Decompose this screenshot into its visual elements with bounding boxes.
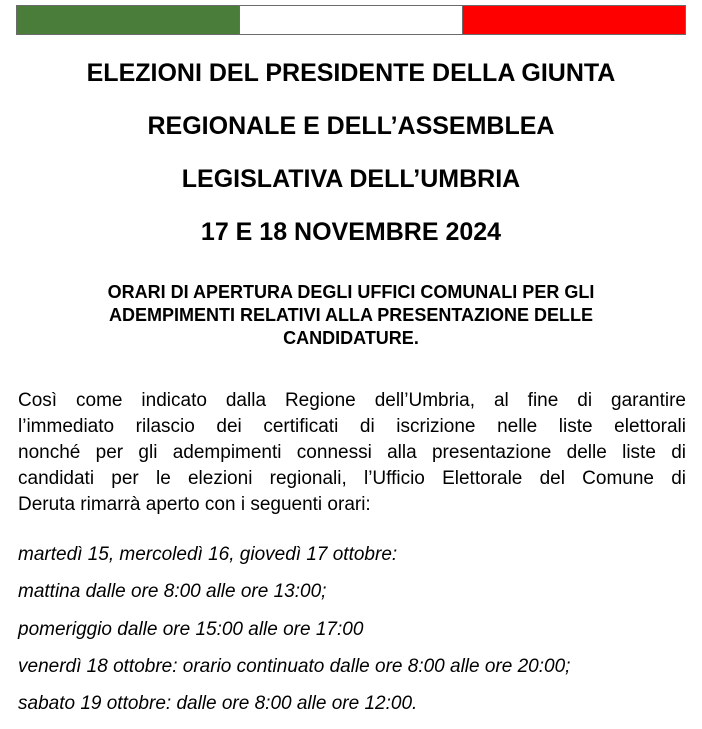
flag-stripe-red (462, 6, 685, 34)
title-line-3: LEGISLATIVA DELL’UMBRIA (181, 165, 521, 193)
schedule-morning: mattina dalle ore 8:00 alle ore 13:00; (18, 581, 327, 602)
paragraph-line-1: Così come indicato dalla Regione dell’Umbria, al fine di garantire (18, 390, 686, 411)
flag-stripe-green (17, 6, 239, 34)
title-line-2: REGIONALE E DELL’ASSEMBLEA (147, 112, 555, 140)
italian-flag-banner (16, 5, 686, 35)
schedule-afternoon: pomeriggio dalle ore 15:00 alle ore 17:00 (18, 619, 364, 640)
paragraph-line-5: Deruta rimarrà aperto con i seguenti orari: (18, 494, 371, 515)
subtitle-line-2: ADEMPIMENTI RELATIVI ALLA PRESENTAZIONE DELLE (108, 305, 593, 325)
intro-paragraph (18, 388, 686, 518)
subtitle-line-3: CANDIDATURE. (283, 328, 419, 348)
title-line-4-date: 17 E 18 NOVEMBRE 2024 (200, 218, 502, 246)
paragraph-line-3: nonché per gli adempimenti connessi alla presentazione delle liste di (18, 442, 686, 463)
schedule-friday: venerdì 18 ottobre: orario continuato dalle ore 8:00 alle ore 20:00; (18, 656, 571, 677)
schedule-saturday: sabato 19 ottobre: dalle ore 8:00 alle ore 12:00. (18, 693, 418, 714)
subtitle (30, 281, 672, 350)
subtitle-line-1: ORARI DI APERTURA DEGLI UFFICI COMUNALI PER GLI (107, 282, 595, 302)
schedule-days-header: martedì 15, mercoledì 16, giovedì 17 ottobre: (18, 544, 398, 565)
flag-stripe-white (239, 6, 462, 34)
paragraph-line-2: l’immediato rilascio dei certificati di iscrizione nelle liste elettorali (18, 416, 686, 437)
title-line-1: ELEZIONI DEL PRESIDENTE DELLA GIUNTA (86, 59, 616, 87)
paragraph-line-4: candidati per le elezioni regionali, l’Ufficio Elettorale del Comune di (18, 468, 686, 489)
